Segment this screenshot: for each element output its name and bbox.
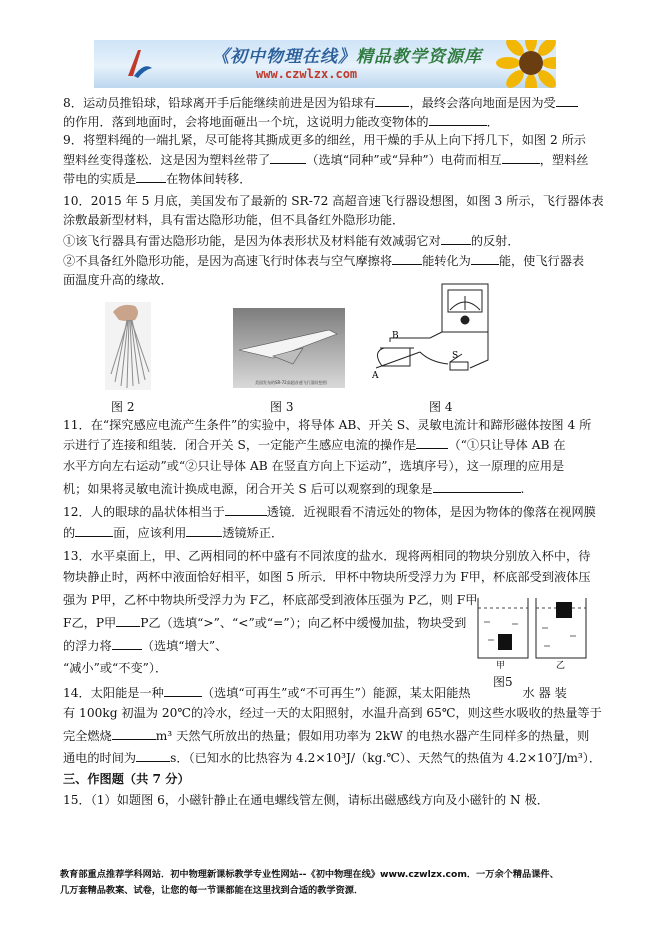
site-logo [124, 46, 154, 82]
q15-line1: 15．（1）如题图 6，小磁针静止在通电螺线管左侧，请标出磁感线方向及小磁针的 N 极． [63, 793, 549, 807]
footer-line2: 几万套精品教案、试卷，让您的每一节课都能在这里找到合适的教学资源． [60, 885, 364, 896]
q11-line2: 示进行了连接和组装．闭合开关 S，一定能产生感应电流的操作是 （“①只让导体 AB 在 [63, 438, 566, 452]
q11-line4: 机；如果将灵敏电流计换成电源，闭合开关 S 后可以观察到的现象是 . [63, 482, 525, 496]
figure-4-label-B: B [392, 331, 399, 341]
q13-line5: 的浮力将 （选填“增大”、 [63, 639, 228, 653]
q13-line6: “减小”或“不变”）． [63, 661, 168, 675]
q13-line1: 13．水平桌面上，甲、乙两相同的杯中盛有不同浓度的盐水．现将两相同的物块分别放入杯中，待 [63, 549, 591, 563]
sunflower-icon [496, 40, 556, 88]
q10-line3: ①该飞行器具有雷达隐形功能，是因为体表形状及材料能有效减弱它对 的反射． [63, 234, 520, 248]
footer-line1: 教育部重点推荐学科网站．初中物理新课标教学专业性网站--《初中物理在线》www.czwlzx.com．一万余个精品课件、 [60, 869, 559, 880]
q11-line3: 水平方向左右运动”或“②只让导体 AB 在竖直方向上下运动”，选填序号），这一原理的应用是 [63, 459, 565, 473]
q10-line1: 10．2015 年 5 月底，美国发布了最新的 SR-72 高超音速飞行器设想图，如图 3 所示，飞行器体表 [63, 194, 604, 208]
figure-2-caption: 图 2 [111, 400, 135, 414]
figure-3-image-caption: 美国发布的SR-72高超音速飞行器设想图 [255, 380, 327, 385]
figure-5-label-jia: 甲 [496, 661, 506, 670]
figure-2-image [105, 302, 151, 390]
figure-5-caption: 图5 [493, 675, 513, 689]
q14-line4: 通电的时间为 s．（已知水的比热容为 4.2×10³J/（kg.℃）、天然气的热值为 4.2×10⁷J/m³）． [63, 751, 602, 765]
q11-line1: 11．在“探究感应电流产生条件”的实验中，将导体 AB、开关 S、灵敏电流计和蹄形磁体按图 4 所 [63, 418, 592, 432]
figure-5-image [474, 596, 590, 670]
banner-title: 《初中物理在线》精品教学资源库 [212, 47, 482, 67]
figure-4-image [370, 282, 498, 394]
figure-3-image [233, 308, 345, 388]
header-banner [94, 40, 556, 88]
q14-line1: 14．太阳能是一种 （选填“可再生”或“不可再生”）能源，某太阳能热 水 器 装 [63, 686, 567, 700]
q9-line1: 9．将塑料绳的一端扎紧，尽可能将其撕成更多的细丝，用干燥的手从上向下捋几下，如图 2 所示 [63, 133, 586, 147]
q13-line2: 物块静止时，两杯中液面恰好相平，如图 5 所示．甲杯中物块所受浮力为 F甲，杯底部受到液体压 [63, 570, 591, 584]
q12-line1: 12．人的眼球的晶状体相当于 透镜．近视眼看不清远处的物体，是因为物体的像落在视网膜 [63, 505, 596, 519]
q10-line5: 面温度升高的缘故． [63, 273, 173, 287]
q14-line2: 有 100kg 初温为 20℃的冷水，经过一天的太阳照射，水温升高到 65℃，则这些水吸收的热量等于 [63, 706, 602, 720]
figure-3-caption: 图 3 [270, 400, 294, 414]
figure-4-caption: 图 4 [429, 400, 453, 414]
q12-line2: 的 面，应该利用 透镜矫正． [63, 526, 284, 540]
banner-url[interactable]: www.czwlzx.com [256, 67, 358, 81]
q13-line3: 强为 P甲，乙杯中物块所受浮力为 F乙，杯底部受到液体压强为 P乙，则 F甲 [63, 593, 478, 607]
figure-4-label-A: A [372, 371, 379, 381]
q9-line2: 塑料丝变得蓬松．这是因为塑料丝带了 （选填“同种”或“异种”）电荷而相互 ，塑料丝 [63, 153, 589, 167]
q8-line2: 的作用．落到地面时，会将地面砸出一个坑，这说明力能改变物体的 ． [63, 115, 499, 129]
q10-line4: ②不具备红外隐形功能，是因为高速飞行时体表与空气摩擦将 能转化为 能，使飞行器表 [63, 254, 585, 268]
section-3-title: 三、作图题（共 7 分） [63, 772, 190, 786]
figure-5-label-yi: 乙 [556, 661, 566, 670]
q9-line3: 带电的实质是 在物体间转移． [63, 172, 252, 186]
q13-line4: F乙，P甲 P乙（选填“>”、“<”或“=”）；向乙杯中缓慢加盐，物块受到 [63, 616, 467, 630]
figure-4-label-S: S [452, 351, 459, 361]
q8-line1: 8．运动员推铅球，铅球离开手后能继续前进是因为铅球有 ，最终会落向地面是因为受 [63, 94, 578, 111]
q14-line3: 完全燃烧 m³ 天然气所放出的热量；假如用功率为 2kW 的电热水器产生同样多的热量，则 [63, 729, 590, 743]
q10-line2: 涂敷最新型材料，具有雷达隐形功能，但不具备红外隐形功能． [63, 213, 405, 227]
